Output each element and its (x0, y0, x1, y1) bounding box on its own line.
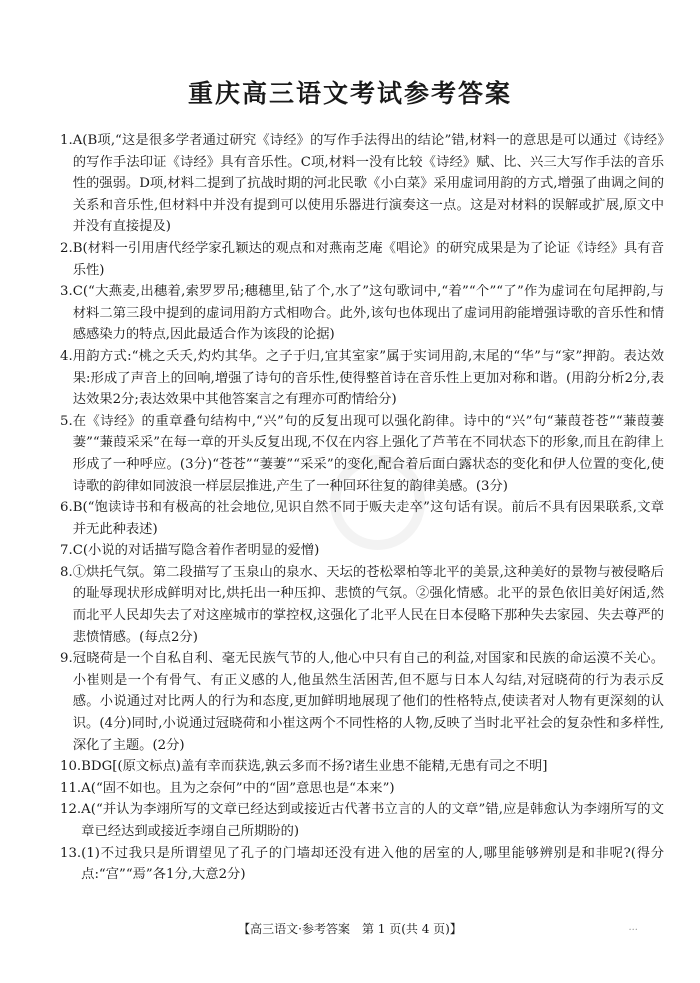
answer-item (60, 411, 664, 497)
item-number: 3. (60, 284, 73, 300)
item-text: (1)不过我只是所谓望见了孔子的门墙却还没有进入他的居室的人,哪里能够辨别是和非呢?(得分点:“宫”“焉”各1分,大意2分) (81, 845, 664, 883)
item-number: 6. (60, 500, 73, 516)
answer-list (60, 130, 664, 886)
item-text: C(“大燕麦,出穗着,索罗罗吊;穗穗里,钻了个,水了”这句歌词中,“着”“个”“了”作为虚词在句尾押韵,与材料二第三段中提到的虚词用韵方式相吻合。此外,该句也体现出了虚词用韵能增强诗歌的音乐性和情感感染力的特点,因此最适合作为该段的论据) (72, 284, 664, 343)
item-number: 7. (60, 543, 73, 559)
answer-item (60, 799, 664, 842)
corner-mark: ··· (628, 925, 638, 936)
item-text: A(“固不如也。且为之奈何”中的“固”意思也是“本来”) (81, 780, 395, 796)
answer-item (60, 562, 664, 648)
item-number: 10. (60, 759, 82, 775)
answer-item (60, 497, 664, 540)
item-text: 用韵方式:“桃之夭夭,灼灼其华。之子于归,宜其室家”属于实词用韵,末尾的“华”与“家”押韵。表达效果:形成了声音上的回响,增强了诗句的音乐性,使得整首诗在音乐性上更加对称和谐。(用韵分析2分,表达效果2分;表达效果中其他答案言之有理亦可酌情给分) (72, 348, 664, 408)
answer-item (60, 778, 664, 800)
item-text: A(B项,“这是很多学者通过研究《诗经》的写作手法得出的结论”错,材料一的意思是可以通过《诗经》的写作手法印证《诗经》具有音乐性。C项,材料一没有比较《诗经》赋、比、兴三大写作手法的音乐性的强弱。D项,材料二提到了抗战时期的河北民歌《小白菜》采用虚词用韵的方式,增强了曲调之间的关系和音乐性,但材料中并没有提到可以使用乐器进行演奏这一点。这是对材料的误解或扩展,原文中并没有直接提及) (72, 133, 664, 235)
answer-item (60, 346, 664, 411)
item-number: 11. (60, 780, 82, 796)
item-number: 9. (60, 651, 73, 667)
item-number: 13. (60, 845, 82, 861)
item-text: 在《诗经》的重章叠句结构中,“兴”句的反复出现可以强化韵律。诗中的“兴”句“蒹葭苍苍”“蒹葭萋萋”“蒹葭采采”在每一章的开头反复出现,不仅在内容上强化了芦苇在不同状态下的形象,而且在韵律上形成了一种呼应。(3分)“苍苍”“萋萋”“采采”的变化,配合着后面白露状态的变化和伊人位置的变化,使诗歌的韵律如同波浪一样层层推进,产生了一种回环往复的韵律美感。(3分) (72, 413, 664, 494)
item-text: ①烘托气氛。第二段描写了玉泉山的泉水、天坛的苍松翠柏等北平的美景,这种美好的景物与被侵略后的耻辱现状形成鲜明对比,烘托出一种压抑、悲愤的气氛。②强化情感。北平的景色依旧美好闲适,然而北平人民却失去了对这座城市的掌控权,这强化了北平人民在日本侵略下那种失去家园、失去尊严的悲愤情感。(每点2分) (72, 564, 664, 645)
item-number: 5. (60, 413, 73, 429)
item-text: C(小说的对话描写隐含着作者明显的爱憎) (72, 543, 320, 559)
answer-item (60, 281, 664, 346)
page-title: 重庆高三语文考试参考答案 (187, 79, 512, 108)
item-text: A(“并认为李翊所写的文章已经达到或接近古代著书立言的人的文章”错,应是韩愈认为李翊所写的文章已经达到或接近李翊自己所期盼的) (81, 802, 664, 839)
item-number: 12. (60, 802, 82, 818)
answer-item (60, 648, 664, 756)
item-number: 4. (60, 348, 73, 364)
item-text: 冠晓荷是一个自私自利、毫无民族气节的人,他心中只有自己的利益,对国家和民族的命运漠不关心。小崔则是一个有骨气、有正义感的人,他虽然生活困苦,但不愿与日本人勾结,对冠晓荷的行为表示反感。小说通过对比两人的行为和态度,更加鲜明地展现了他们的性格特点,使读者对人物有更深刻的认识。(4分)同时,小说通过冠晓荷和小崔这两个不同性格的人物,反映了当时北平社会的复杂性和多样性,深化了主题。(2分) (72, 651, 664, 753)
item-number: 2. (60, 240, 73, 256)
page-footer: 【高三语文·参考答案 第 1 页(共 4 页)】 (238, 922, 462, 936)
item-text: B(“饱读诗书和有极高的社会地位,见识自然不同于贩夫走卒”这句话有误。前后不具有因果联系,文章并无此种表述) (72, 500, 664, 537)
answer-item (60, 843, 664, 886)
answer-item (60, 238, 664, 281)
item-text: BDG[(原文标点)盖有幸而获选,孰云多而不扬?诸生业患不能精,无患有司之不明] (81, 759, 548, 775)
item-number: 1. (60, 133, 73, 148)
item-text: B(材料一引用唐代经学家孔颖达的观点和对燕南芝庵《唱论》的研究成果是为了论证《诗经》具有音乐性) (72, 240, 664, 278)
answer-item (60, 756, 664, 778)
item-number: 8. (60, 564, 73, 580)
answer-item (60, 130, 664, 238)
answer-item (60, 540, 664, 562)
